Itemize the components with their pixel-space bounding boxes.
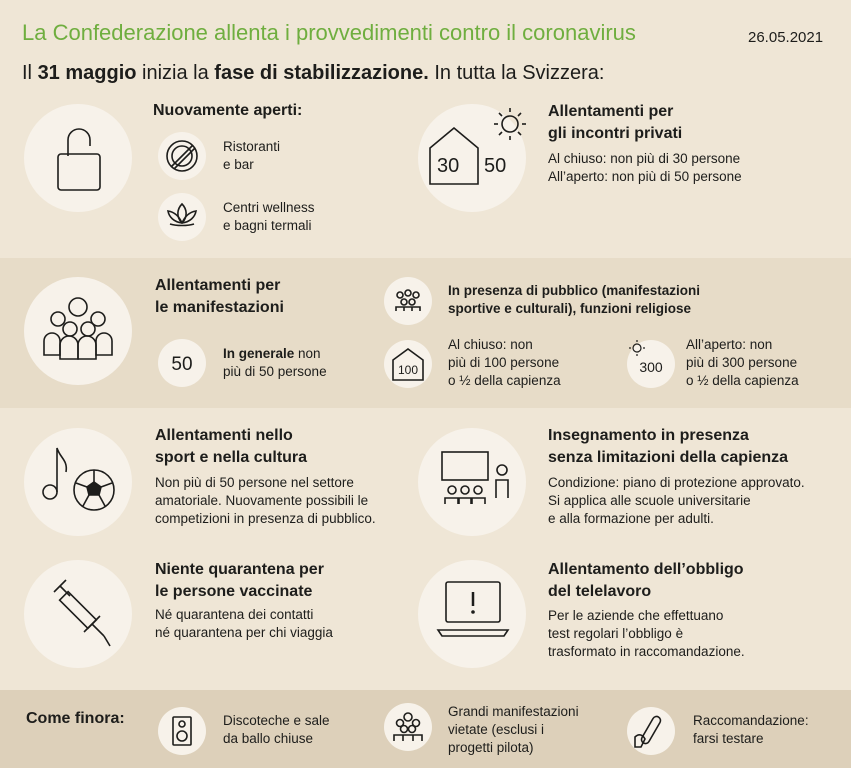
page-title: La Confederazione allenta i provvedimenti contro il coronavirus xyxy=(22,20,636,45)
events-outdoor-text: All’aperto: non più di 300 persone o ½ della capienza xyxy=(686,337,799,388)
private-heading: Allentamenti per gli incontri privati xyxy=(548,103,683,142)
quarantine-heading: Niente quarantena per le persone vaccinate xyxy=(155,561,324,600)
music-ball-icon xyxy=(24,428,132,536)
test-circle xyxy=(627,707,675,755)
classroom-circle xyxy=(418,428,526,536)
footer-item-test: Raccomandazione: farsi testare xyxy=(693,713,809,746)
crowd-circle xyxy=(24,277,132,385)
lotus-circle xyxy=(158,193,206,241)
sun-icon xyxy=(627,340,675,388)
general-number-circle xyxy=(158,339,206,387)
page-subtitle: Il 31 maggio inizia la fase di stabilizzazione. In tutta la Svizzera: xyxy=(22,62,605,84)
restaurant-circle xyxy=(158,132,206,180)
indoor-number: 100 xyxy=(397,363,419,377)
people-group-icon xyxy=(384,277,432,325)
events-heading: Allentamenti per le manifestazioni xyxy=(155,277,284,316)
teaching-heading: Insegnamento in presenza senza limitazioni della capienza xyxy=(548,427,789,466)
laptop-warning-icon xyxy=(418,560,526,668)
reopened-item-restaurants: Ristoranti e bar xyxy=(223,139,281,172)
open-lock-circle xyxy=(24,104,132,212)
telework-text: Per le aziende che effettuano test regolari l’obbligo è trasformato in raccomandazione. xyxy=(548,608,745,659)
footer-item-discos: Discoteche e sale da ballo chiuse xyxy=(223,713,330,746)
events-general-text: In generale non più di 50 persone xyxy=(223,346,327,379)
events-indoor-text: Al chiuso: non più di 100 persone o ½ della capienza xyxy=(448,337,561,388)
crowd-small-circle xyxy=(384,703,432,751)
speaker-circle xyxy=(158,707,206,755)
classroom-icon xyxy=(418,428,526,536)
private-indoor-number: 30 xyxy=(437,155,460,177)
house-sun-circle xyxy=(418,104,526,212)
events-public-text: In presenza di pubblico (manifestazioni sportive e culturali), funzioni religiose xyxy=(448,283,701,316)
private-outdoor-number: 50 xyxy=(484,155,507,177)
test-tube-icon xyxy=(627,707,675,755)
teaching-text: Condizione: piano di protezione approvato. Si applica alle scuole universitarie e alla formazione per adulti. xyxy=(548,475,805,526)
people-group-circle xyxy=(384,277,432,325)
sport-text: Non più di 50 persone nel settore amatoriale. Nuovamente possibili le competizioni in presenza di pubblico. xyxy=(155,475,376,526)
lotus-icon xyxy=(158,193,206,241)
quarantine-text: Né quarantena dei contatti né quarantena per chi viaggia xyxy=(155,607,333,640)
syringe-circle xyxy=(24,560,132,668)
music-ball-circle xyxy=(24,428,132,536)
crowd-icon xyxy=(24,277,132,385)
reopened-item-wellness: Centri wellness e bagni termali xyxy=(223,200,315,233)
footer-label: Come finora: xyxy=(26,710,125,727)
speaker-icon xyxy=(158,707,206,755)
crowd-icon xyxy=(384,703,432,751)
open-lock-icon xyxy=(24,104,132,212)
sun-300-circle xyxy=(627,340,675,388)
restaurant-icon xyxy=(158,132,206,180)
publish-date: 26.05.2021 xyxy=(748,29,824,46)
telework-heading: Allentamento dell’obbligo del telelavoro xyxy=(548,561,744,600)
house-100-circle xyxy=(384,340,432,388)
house-sun-icon xyxy=(418,104,526,212)
outdoor-number: 300 xyxy=(639,359,663,375)
laptop-circle xyxy=(418,560,526,668)
general-number: 50 xyxy=(171,354,193,375)
house-icon xyxy=(384,340,432,388)
footer-item-events: Grandi manifestazioni vietate (esclusi i progetti pilota) xyxy=(448,704,579,755)
sport-heading: Allentamenti nello sport e nella cultura xyxy=(155,427,308,466)
private-text: Al chiuso: non più di 30 persone All’aperto: non più di 50 persone xyxy=(548,151,742,184)
reopened-heading: Nuovamente aperti: xyxy=(153,102,303,119)
syringe-icon xyxy=(24,560,132,668)
